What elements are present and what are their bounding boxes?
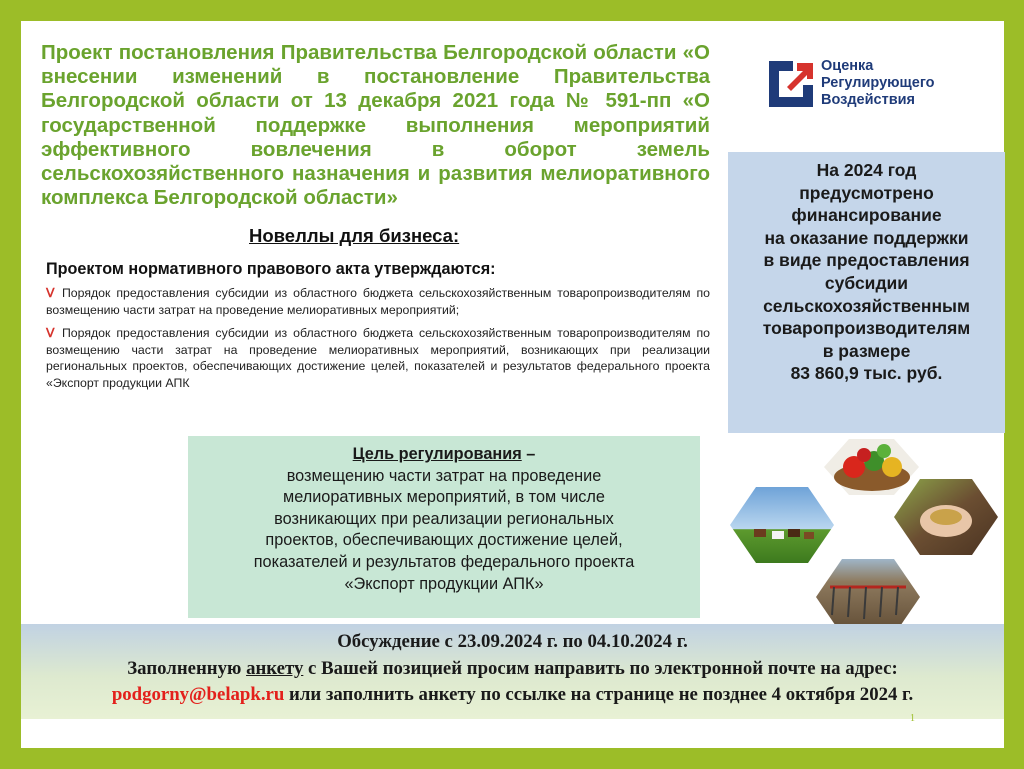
grain-in-hand-photo bbox=[894, 479, 998, 555]
funding-line: субсидии bbox=[824, 272, 909, 293]
list-item bbox=[46, 325, 710, 391]
goal-line: мелиоративных мероприятий, в том числе bbox=[283, 488, 605, 507]
act-heading: Проектом нормативного правового акта утверждаются: bbox=[46, 260, 496, 278]
discussion-period: Обсуждение с 23.09.2024 г. по 04.10.2024 г. bbox=[337, 631, 688, 652]
goal-line: возникающих при реализации региональных bbox=[274, 509, 614, 528]
survey-instruction-text: с Вашей позицией просим направить по электронной почте на адрес: bbox=[303, 657, 898, 679]
funding-line: финансирование bbox=[791, 205, 942, 226]
goal-heading bbox=[188, 444, 700, 466]
goal-line: проектов, обеспечивающих достижение целей, bbox=[265, 531, 623, 550]
cattle-pasture-photo bbox=[730, 487, 834, 563]
page-number: 1 bbox=[910, 713, 915, 724]
goal-dash: – bbox=[521, 445, 536, 463]
novelty-heading: Новеллы для бизнеса: bbox=[249, 225, 460, 246]
funding-line: на оказание поддержки bbox=[764, 227, 969, 248]
email-link[interactable]: podgorny@belapk.ru bbox=[111, 684, 285, 705]
survey-contact bbox=[21, 682, 1004, 709]
survey-link[interactable]: анкету bbox=[246, 657, 304, 679]
orv-logo bbox=[763, 57, 978, 113]
funding-line: сельскохозяйственным bbox=[763, 295, 970, 316]
vegetables-basket-photo bbox=[824, 439, 919, 495]
goal-line: возмещению части затрат на проведение bbox=[286, 466, 602, 485]
survey-deadline: или заполнить анкету по ссылке на странице не позднее 4 октября 2024 г. bbox=[284, 684, 914, 705]
funding-line: товаропроизводителям bbox=[762, 318, 971, 339]
funding-amount: 83 860,9 тыс. руб. bbox=[790, 363, 943, 384]
survey-instruction-text: Заполненную bbox=[127, 657, 247, 679]
logo-line: Оценка bbox=[821, 58, 874, 74]
list-item-text: Порядок предоставления субсидии из областного бюджета сельскохозяйственным товаропроизводителям по возмещению части затрат на проведение мелиоративных мероприятий; bbox=[46, 286, 710, 317]
goal-line: «Экспорт продукции АПК» bbox=[344, 574, 544, 593]
list-item-text: Порядок предоставления субсидии из областного бюджета сельскохозяйственным товаропроизводителям по возмещению части затрат на проведение мелиоративных мероприятий, возникающих при реализации региональных проектов, обеспечивающих достижение целей, показателей и результатов федерального проекта «Экспорт продукции АПК bbox=[46, 326, 710, 390]
funding-line: в размере bbox=[822, 340, 911, 361]
page-title: Проект постановления Правительства Белгородской области «О внесении изменений в постановление Правительства Белгородской области от 13 декабря 2021 года № 591-пп «О государственной поддержке выполнения мероприятий эффективного вовлечения в оборот земель сельскохозяйственного назначения и развития мелиоративного комплекса Белгородской области» bbox=[41, 41, 710, 210]
funding-line: в виде предоставления bbox=[763, 250, 970, 271]
discussion-banner bbox=[21, 624, 1004, 719]
list-item bbox=[46, 285, 710, 318]
goal-title: Цель регулирования bbox=[352, 445, 522, 463]
orv-logo-icon bbox=[763, 57, 813, 109]
check-mark-icon: Ⅴ bbox=[46, 286, 57, 300]
logo-text bbox=[821, 58, 935, 109]
funding-line: предусмотрено bbox=[799, 182, 934, 203]
slide bbox=[21, 21, 1004, 748]
survey-instruction bbox=[21, 656, 1004, 683]
logo-line: Воздействия bbox=[821, 92, 915, 108]
goal-line: показателей и результатов федерального проекта bbox=[253, 552, 635, 571]
items-list bbox=[46, 285, 710, 399]
funding-line: На 2024 год bbox=[816, 160, 917, 180]
photo-collage bbox=[724, 437, 1004, 637]
check-mark-icon: Ⅴ bbox=[46, 326, 57, 341]
funding-box bbox=[728, 152, 1005, 433]
logo-line: Регулирующего bbox=[821, 75, 935, 91]
goal-box bbox=[188, 436, 700, 618]
